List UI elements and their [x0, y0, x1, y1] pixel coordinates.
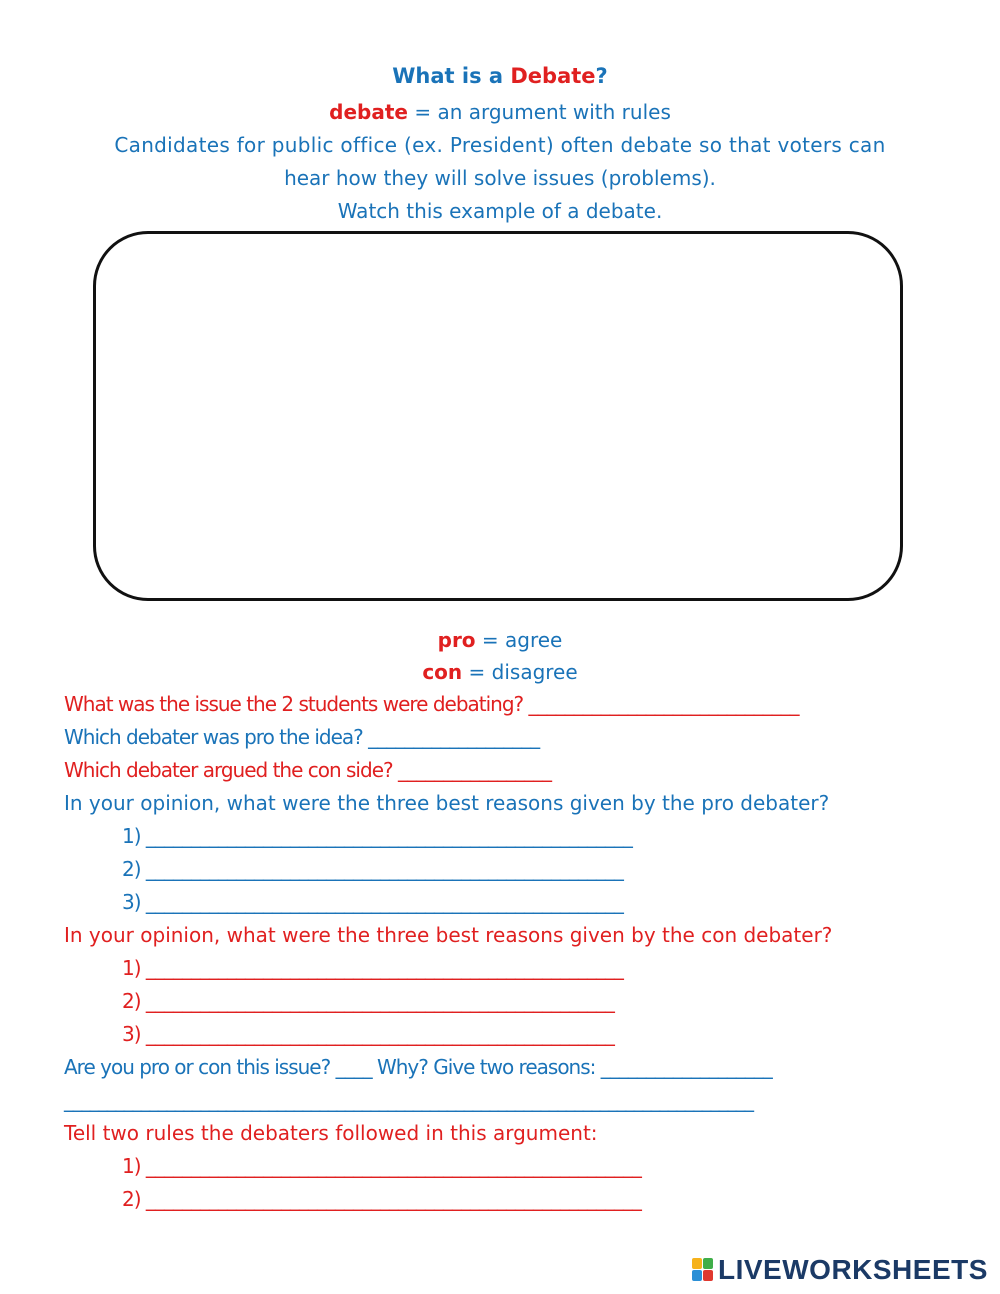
debate-definition: [0, 96, 1000, 129]
liveworksheets-logo-icon: [692, 1258, 714, 1282]
debate-term: debate: [329, 100, 408, 124]
worksheet-title: [0, 64, 1000, 88]
liveworksheets-logo-text: LIVEWORKSHEETS: [718, 1254, 988, 1285]
pro-reason-2-blank[interactable]: 2) _____________________________________________________: [122, 857, 623, 881]
question-pro-debater[interactable]: Which debater was pro the idea? ___________________: [64, 725, 540, 749]
con-term: con: [422, 660, 463, 684]
pro-reason-1-blank[interactable]: 1) ______________________________________________________: [122, 824, 632, 848]
title-keyword: Debate: [510, 64, 596, 88]
pro-definition: [0, 624, 1000, 657]
description-line-1: Candidates for public office (ex. President) often debate so that voters can: [114, 133, 886, 157]
title-prefix: What is a: [392, 64, 511, 88]
rule-1-blank[interactable]: 1) _______________________________________________________: [122, 1154, 641, 1178]
question-rules: Tell two rules the debaters followed in this argument:: [64, 1121, 598, 1145]
title-suffix: ?: [595, 64, 608, 88]
con-reason-1-blank[interactable]: 1) _____________________________________________________: [122, 956, 623, 980]
con-reason-2-blank[interactable]: 2) ____________________________________________________: [122, 989, 614, 1013]
con-reason-3-blank[interactable]: 3) ____________________________________________________: [122, 1022, 614, 1046]
debate-definition-text: = an argument with rules: [407, 100, 671, 124]
pro-term: pro: [437, 628, 476, 652]
question-issue[interactable]: What was the issue the 2 students were debating? ______________________________: [64, 692, 799, 716]
liveworksheets-logo: [692, 1252, 988, 1288]
video-embed-area[interactable]: [93, 231, 903, 601]
description-line-2: hear how they will solve issues (problems).: [284, 166, 716, 190]
pro-definition-text: = agree: [475, 628, 563, 652]
description-line-3: Watch this example of a debate.: [337, 199, 663, 223]
question-your-opinion[interactable]: Are you pro or con this issue? ____ Why? Give two reasons: ___________________: [64, 1055, 772, 1079]
question-con-debater[interactable]: Which debater argued the con side? _________________: [64, 758, 551, 782]
question-con-reasons: In your opinion, what were the three best reasons given by the con debater?: [64, 923, 833, 947]
pro-reason-3-blank[interactable]: 3) _____________________________________________________: [122, 890, 623, 914]
question-pro-reasons: In your opinion, what were the three best reasons given by the pro debater?: [64, 791, 830, 815]
con-definition-text: = disagree: [462, 660, 578, 684]
rule-2-blank[interactable]: 2) _______________________________________________________: [122, 1187, 641, 1211]
opinion-continuation-blank[interactable]: _________________________________________________________________________________: [64, 1088, 753, 1112]
con-definition: [0, 656, 1000, 689]
